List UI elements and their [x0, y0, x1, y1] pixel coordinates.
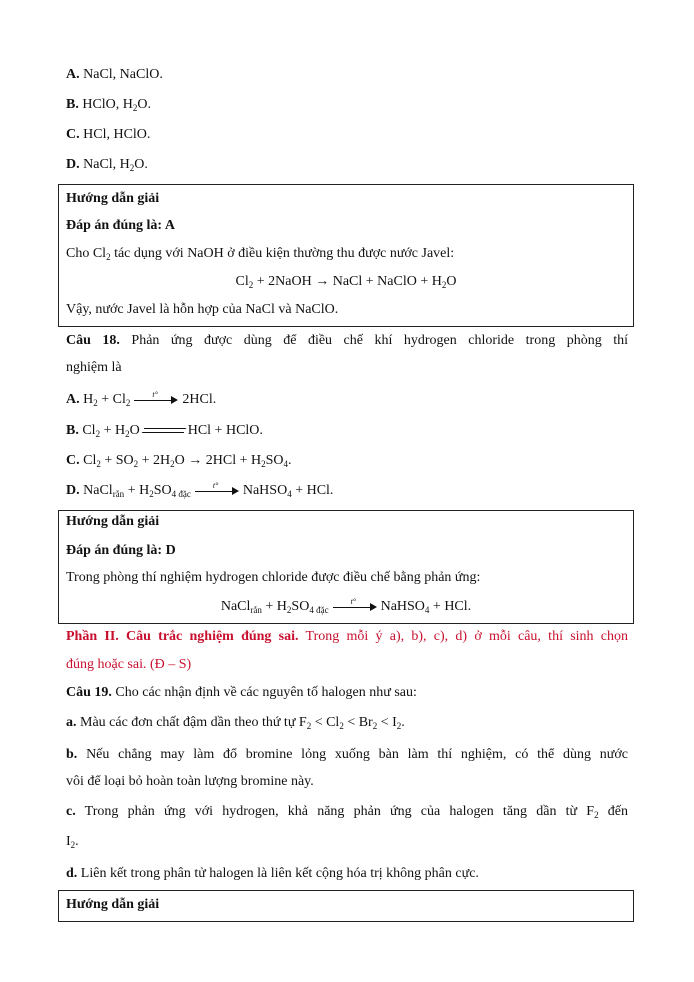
text: NaCl [220, 599, 251, 614]
text: . [401, 715, 405, 730]
text: O [446, 274, 457, 289]
text: + HCl. [291, 483, 334, 498]
q17-option-c [66, 126, 150, 144]
subscript: 2 [339, 721, 344, 731]
q18-explain: Trong phòng thí nghiệm hydrogen chloride được điều chế bằng phản ứng: [66, 570, 481, 585]
text: < Cl [311, 715, 340, 730]
subscript: 2 [286, 605, 292, 615]
text: Liên kết trong phân tử halogen là liên kết cộng hóa trị không phân cực. [77, 866, 479, 881]
text: I [66, 834, 71, 849]
heat-arrow-icon [195, 480, 239, 496]
option-letter: A. [66, 392, 80, 407]
text: Trong phản ứng với hydrogen, khả năng phản ứng của halogen tăng dần từ F [75, 804, 595, 819]
text: + H [124, 483, 150, 498]
q19-guide-title: Hướng dẫn giải [66, 897, 160, 912]
text: Cho Cl [66, 246, 107, 261]
arrow-condition: t° [350, 596, 356, 606]
q18-guide-title: Hướng dẫn giải [66, 514, 160, 529]
text: SO [153, 483, 172, 498]
q17-explain [66, 245, 454, 263]
text: SO [291, 599, 310, 614]
statement-letter: d. [66, 866, 78, 881]
text: + SO [100, 453, 134, 468]
text: + 2NaOH → NaCl + NaClO + H [253, 274, 442, 289]
subscript: 2 [129, 163, 135, 173]
q18-option-a [66, 391, 216, 409]
q19-statement-b-line2: vôi để loại bỏ hoàn toàn lượng bromine này. [66, 774, 314, 789]
text: . [288, 453, 292, 468]
part2-heading-line1 [66, 628, 628, 646]
question-label: Câu 19. [66, 685, 112, 700]
text: + 2H [138, 453, 171, 468]
q17-equation [58, 273, 634, 291]
text: + HCl. [429, 599, 472, 614]
question-stem: Cho các nhận định về các nguyên tố halogen như sau: [111, 685, 417, 700]
text: NaHSO [242, 483, 288, 498]
question-stem: Phản ứng được dùng để điều chế khí hydrogen chloride trong phòng thí [119, 333, 628, 348]
heat-arrow-icon [333, 596, 377, 612]
statement-letter: a. [66, 715, 77, 730]
option-letter: C. [66, 127, 80, 142]
q17-option-a [66, 66, 163, 84]
q18-option-c [66, 452, 292, 470]
q19-statement-b-line1 [66, 746, 628, 764]
question-label: Câu 18. [66, 333, 120, 348]
subscript: 2 [132, 103, 138, 113]
heat-arrow-icon [134, 389, 178, 405]
q17-guide-title: Hướng dẫn giải [66, 191, 160, 206]
text: . [75, 834, 79, 849]
option-text: NaCl, NaClO. [83, 67, 163, 82]
q18-equation [58, 598, 634, 616]
text: Cl [78, 423, 96, 438]
subscript: 2 [441, 280, 447, 290]
equilibrium-arrow-icon [144, 426, 184, 436]
subscript: 2 [95, 429, 101, 439]
q18-answer: Đáp án đúng là: D [66, 543, 176, 558]
statement-letter: b. [66, 747, 78, 762]
text: tác dụng với NaOH ở điều kiện thường thu được nước Javel: [110, 246, 455, 261]
statement-letter: c. [66, 804, 76, 819]
q18-option-b [66, 422, 263, 440]
option-text: HCl, HClO. [83, 127, 151, 142]
option-letter: B. [66, 423, 79, 438]
subscript: 4 [424, 605, 430, 615]
subscript: 4 đặc [309, 605, 329, 615]
text: SO [265, 453, 284, 468]
subscript: 2 [106, 252, 111, 262]
subscript: 2 [70, 840, 76, 850]
text: NaHSO [380, 599, 425, 614]
q18-option-d [66, 482, 333, 500]
subscript: 2 [133, 459, 139, 469]
text: HCl + HClO. [187, 423, 263, 438]
subscript: rắn [112, 489, 125, 499]
q17-answer: Đáp án đúng là: A [66, 218, 175, 233]
part2-description: Trong mỗi ý a), b), c), d) ở mỗi câu, thí sinh chọn [298, 629, 629, 644]
text: + H [100, 423, 126, 438]
subscript: 2 [125, 398, 131, 408]
q19-statement-c-line2 [66, 833, 79, 851]
option-letter: D. [66, 483, 80, 498]
subscript: 2 [261, 459, 266, 469]
text: Nếu chẳng may làm đổ bromine lỏng xuống bàn làm thí nghiệm, có thể dùng nước [77, 747, 628, 762]
q19-statement-a [66, 714, 405, 732]
q19-statement-d [66, 865, 479, 883]
text: H [79, 392, 94, 407]
text: < Br [343, 715, 373, 730]
subscript: 2 [306, 721, 312, 731]
subscript: 2 [93, 398, 98, 408]
subscript: rắn [250, 605, 262, 615]
subscript: 4 [283, 459, 289, 469]
option-text-tail: O. [137, 97, 152, 112]
subscript: 2 [594, 810, 599, 820]
option-letter: A. [66, 67, 80, 82]
option-text-tail: O. [134, 157, 148, 172]
text: Màu các đơn chất đậm dần theo thứ tự F [76, 715, 307, 730]
q18-stem-line2: nghiệm là [66, 360, 122, 375]
subscript: 2 [149, 489, 154, 499]
text: O [129, 423, 140, 438]
text: + Cl [97, 392, 126, 407]
text: đến [607, 804, 629, 819]
subscript: 2 [396, 721, 402, 731]
subscript: 2 [125, 429, 130, 439]
q17-option-b [66, 96, 151, 114]
subscript: 4 [287, 489, 292, 499]
part2-heading-line2: đúng hoặc sai. (Đ – S) [66, 657, 192, 672]
text: 2HCl. [182, 392, 217, 407]
option-letter: C. [66, 453, 80, 468]
option-text: NaCl, H [83, 157, 130, 172]
text: < I [377, 715, 397, 730]
text: Cl [79, 453, 97, 468]
option-text: HClO, H [82, 97, 133, 112]
text: NaCl [79, 483, 113, 498]
q19-stem [66, 684, 417, 702]
arrow-condition: t° [212, 480, 219, 490]
option-letter: D. [66, 157, 80, 172]
q18-stem-line1 [66, 332, 628, 350]
q17-option-d [66, 156, 148, 174]
option-letter: B. [66, 97, 79, 112]
q19-statement-c-line1 [66, 803, 628, 821]
subscript: 2 [248, 280, 254, 290]
arrow-condition: t° [152, 389, 158, 399]
q17-conclusion: Vậy, nước Javel là hỗn hợp của NaCl và NaClO. [66, 302, 339, 317]
text: + H [261, 599, 287, 614]
text: O → 2HCl + H [174, 453, 262, 468]
subscript: 4 đặc [171, 489, 191, 499]
part2-title: Phần II. Câu trắc nghiệm đúng sai. [66, 629, 299, 644]
text: Cl [235, 274, 249, 289]
subscript: 2 [170, 459, 175, 469]
subscript: 2 [372, 721, 378, 731]
subscript: 2 [96, 459, 101, 469]
